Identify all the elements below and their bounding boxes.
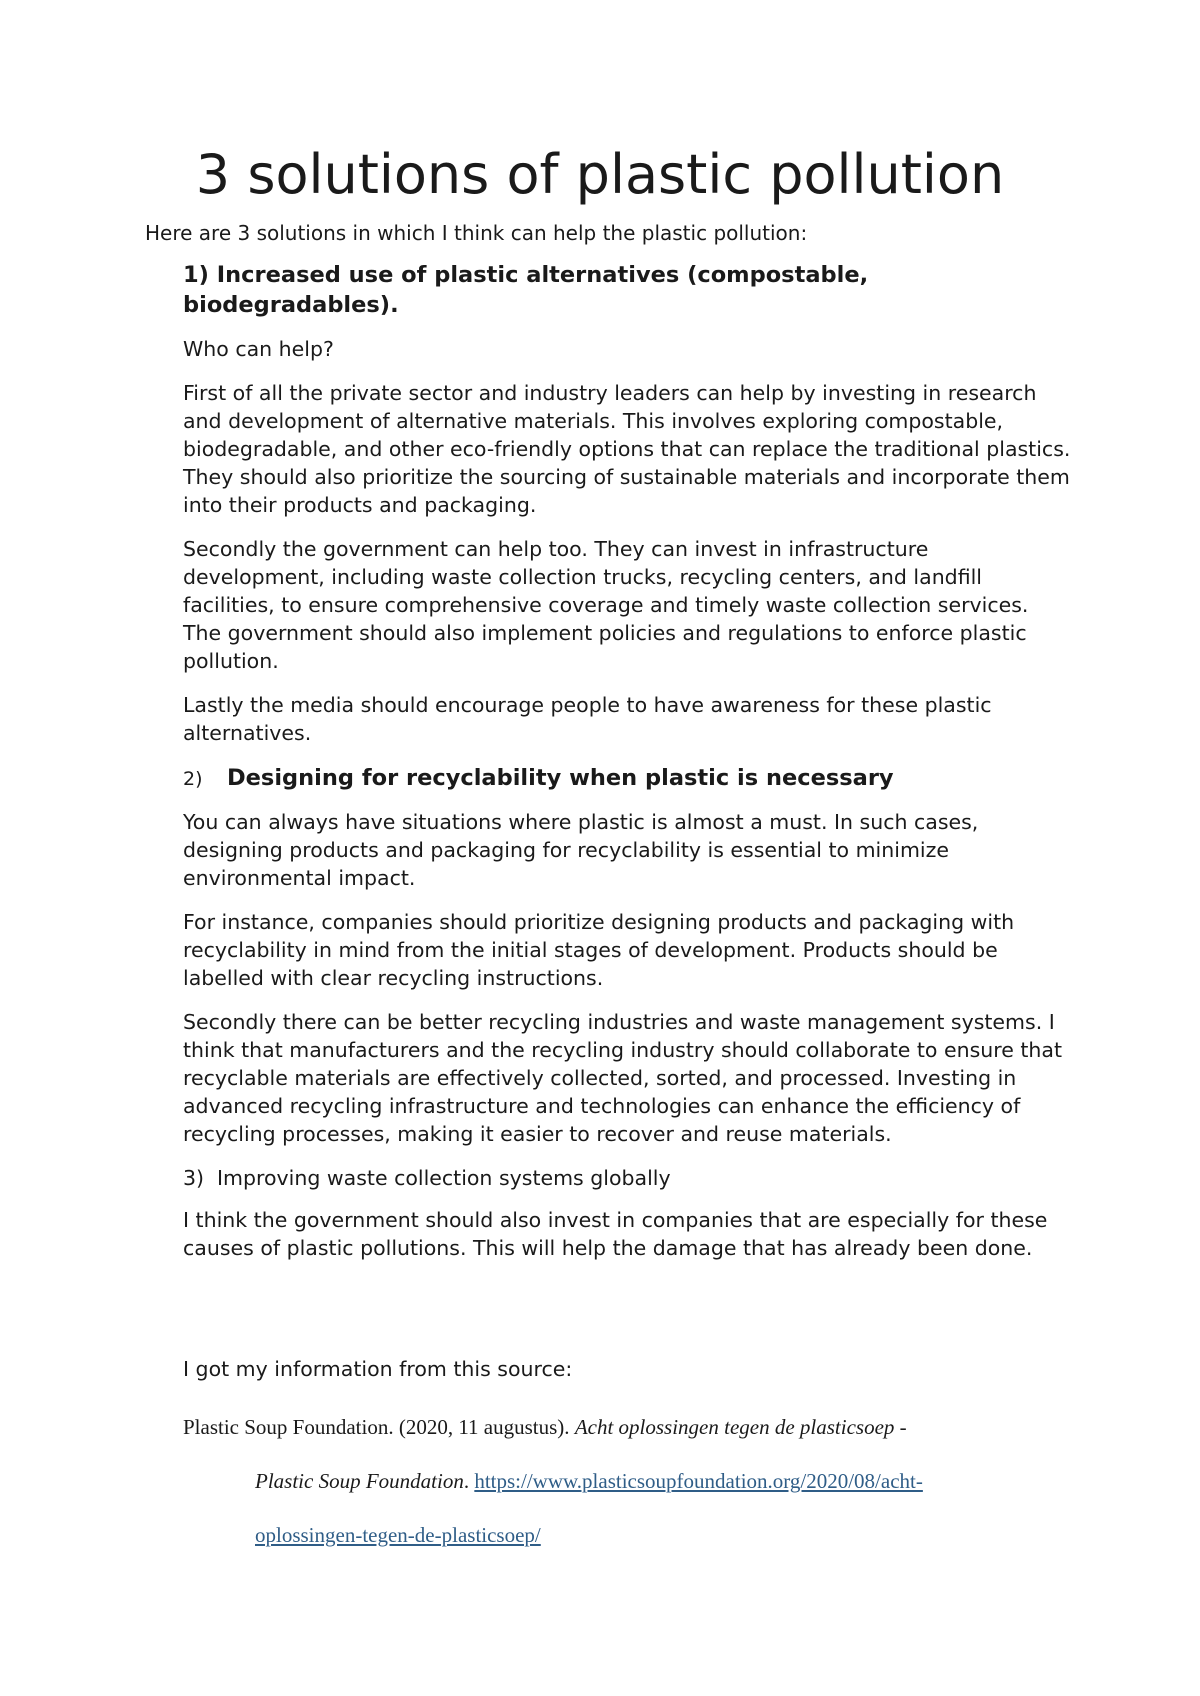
reference-line-2 [183, 1454, 1083, 1508]
section-2-number: 2) [183, 768, 203, 790]
reference-title-part1: Acht oplossingen tegen de plasticsoep - [574, 1415, 907, 1439]
document-body [183, 260, 1073, 1278]
section-2-paragraph: For instance, companies should prioritize designing products and packaging with recyclability in mind from the initial stages of development. Products should be labelled with clear recycling instructions. [183, 910, 1015, 990]
reference-author: Plastic Soup Foundation. (2020, 11 augustus). [183, 1415, 570, 1439]
source-label: I got my information from this source: [183, 1357, 573, 1381]
section-1-question: Who can help? [183, 337, 334, 361]
reference-line-3 [183, 1508, 1083, 1562]
page-title: 3 solutions of plastic pollution [195, 143, 1005, 206]
section-3-heading [183, 1164, 1073, 1192]
section-2-heading [183, 763, 1073, 794]
section-3-number: 3) [183, 1166, 205, 1190]
reference-link-continued[interactable]: oplossingen-tegen-de-plasticsoep/ [255, 1523, 541, 1547]
section-1-title: Increased use of plastic alternatives (compostable, biodegradables). [183, 262, 869, 318]
section-1-heading [183, 260, 1073, 320]
section-1-paragraph: Secondly the government can help too. They can invest in infrastructure development, including waste collection trucks, recycling centers, and landfill facilities, to ensure comprehensive coverage and timely waste collection services. The government should also implement policies and regulations to enforce plastic pollution. [183, 537, 1029, 673]
reference-link[interactable]: https://www.plasticsoupfoundation.org/2020/08/acht- [474, 1469, 923, 1493]
section-2-title: Designing for recyclability when plastic is necessary [227, 765, 894, 791]
reference-period: . [463, 1469, 470, 1493]
section-2-paragraph: You can always have situations where plastic is almost a must. In such cases, designing products and packaging for recyclability is essential to minimize environmental impact. [183, 810, 979, 890]
section-2-paragraph: Secondly there can be better recycling industries and waste management systems. I think that manufacturers and the recycling industry should collaborate to ensure that recyclable materials are effectively collected, sorted, and processed. Investing in advanced recycling infrastructure and technologies can enhance the efficiency of recycling processes, making it easier to recover and reuse materials. [183, 1010, 1062, 1146]
intro-text: Here are 3 solutions in which I think can help the plastic pollution: [145, 221, 808, 245]
section-1-number: 1) [183, 262, 209, 288]
section-3-paragraph: I think the government should also invest in companies that are especially for these causes of plastic pollutions. This will help the damage that has already been done. [183, 1208, 1048, 1260]
section-1-paragraph: First of all the private sector and industry leaders can help by investing in research and development of alternative materials. This involves exploring compostable, biodegradable, and other eco-friendly options that can replace the traditional plastics. They should also prioritize the sourcing of sustainable materials and incorporate them into their products and packaging. [183, 381, 1071, 517]
section-3-title: Improving waste collection systems globally [217, 1166, 671, 1190]
reference-entry [183, 1400, 1083, 1562]
reference-title-part2: Plastic Soup Foundation [255, 1469, 464, 1493]
section-1-paragraph: Lastly the media should encourage people to have awareness for these plastic alternatives. [183, 693, 992, 745]
